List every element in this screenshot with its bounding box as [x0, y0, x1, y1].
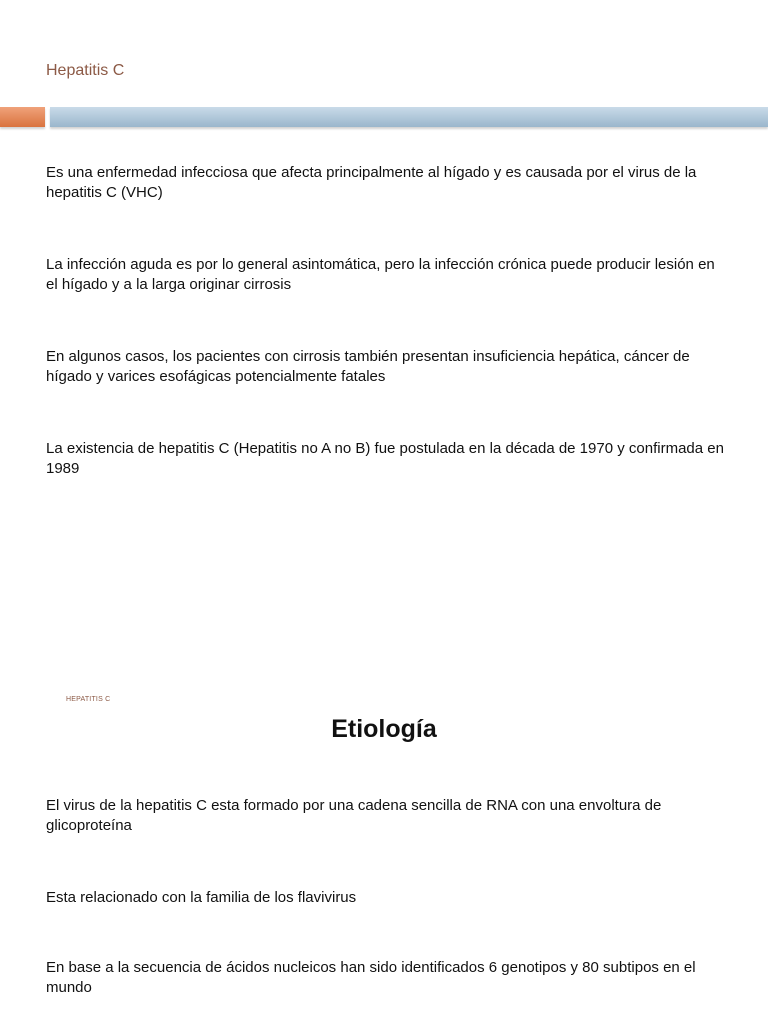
paragraph: En base a la secuencia de ácidos nucleicos han sido identificados 6 genotipos y 80 subtipos en el mundo — [46, 959, 696, 996]
paragraph: En algunos casos, los pacientes con cirrosis también presentan insuficiencia hepática, cáncer de hígado y varices esofágicas potencialmente fatales — [46, 348, 690, 385]
slide-title: Hepatitis C — [46, 62, 125, 79]
slide-title: Etiología — [331, 715, 437, 743]
paragraph: Es una enfermedad infecciosa que afecta principalmente al hígado y es causada por el virus de la hepatitis C (VHC) — [46, 164, 697, 201]
paragraph: La existencia de hepatitis C (Hepatitis no A no B) fue postulada en la década de 1970 y confirmada en 1989 — [46, 440, 724, 477]
paragraph: Esta relacionado con la familia de los flavivirus — [46, 889, 357, 906]
paragraph: El virus de la hepatitis C esta formado por una cadena sencilla de RNA con una envoltura de glicoproteína — [46, 797, 662, 834]
accent-bar-orange — [0, 107, 45, 127]
paragraph: La infección aguda es por lo general asintomática, pero la infección crónica puede producir lesión en el hígado y a la larga originar cirrosis — [46, 256, 715, 293]
accent-bar-blue — [50, 107, 768, 127]
accent-bar — [0, 107, 768, 129]
slide-header: HEPATITIS C — [66, 696, 111, 703]
